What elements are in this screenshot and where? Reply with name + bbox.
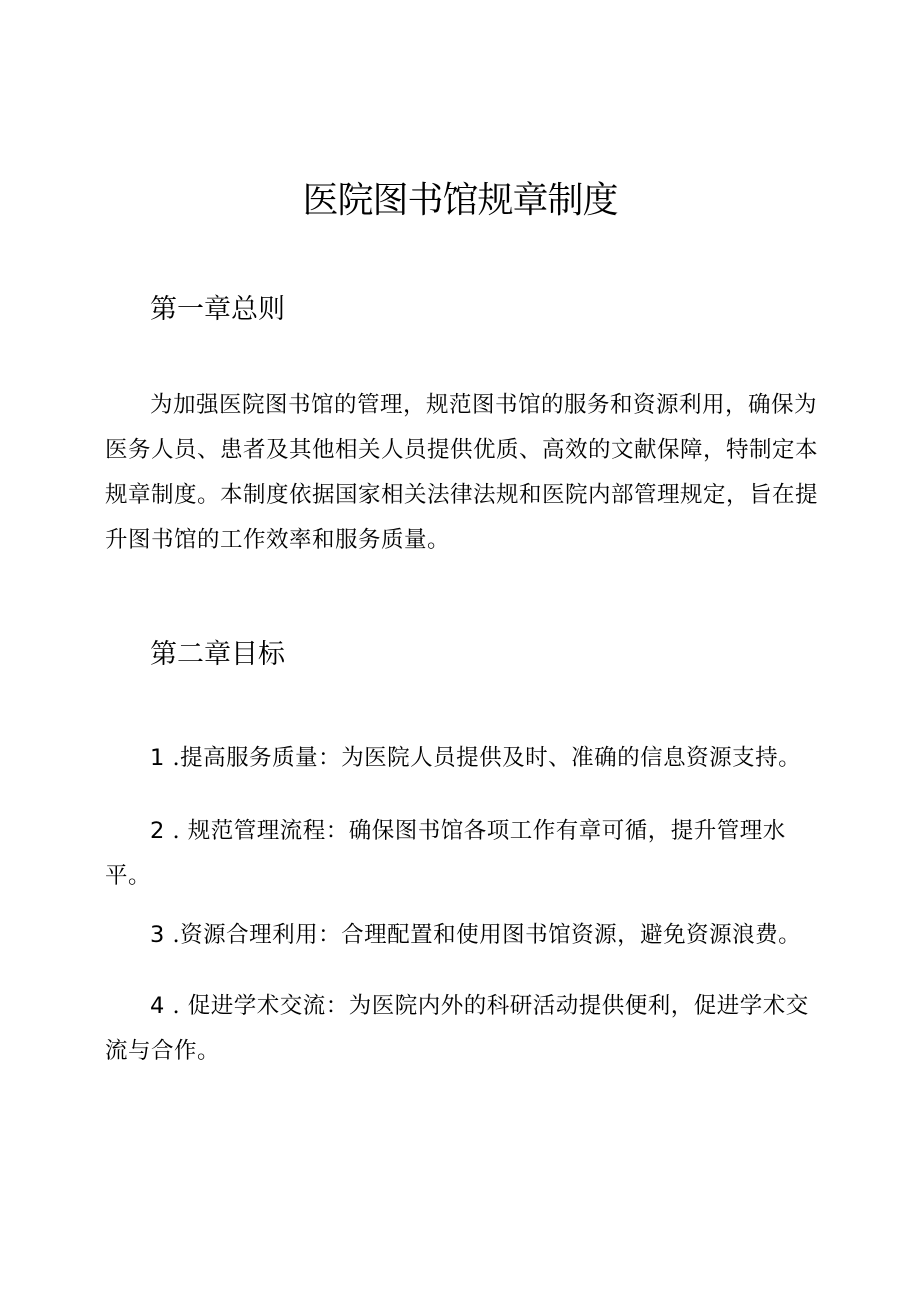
goal-item-separator: . — [164, 922, 181, 948]
document-title: 医院图书馆规章制度 — [302, 180, 618, 221]
goal-item-text: 促进学术交流：为医院内外的科研活动提供便利，促进学术交流与合作。 — [105, 993, 809, 1064]
chapter-1-paragraph: 为加强医院图书馆的管理，规范图书馆的服务和资源利用，确保为医务人员、患者及其他相关人员提供优质、高效的文献保障，特制定本规章制度。本制度依据国家相关法律法规和医院内部管理规定，旨在提升图书馆的工作效率和服务质量。 — [105, 392, 819, 553]
goal-item-number: 1 — [150, 745, 165, 771]
goal-item-text: 提高服务质量：为医院人员提供及时、准确的信息资源支持。 — [180, 745, 802, 771]
goal-item-2 — [105, 809, 820, 899]
goal-item-separator: . — [164, 745, 181, 771]
goal-item-number: 3 — [150, 922, 165, 948]
goal-item-1 — [105, 736, 820, 781]
chapter-2-heading: 第二章目标 — [150, 639, 285, 670]
goal-item-number: 2 — [150, 818, 165, 844]
goal-item-3 — [105, 913, 820, 958]
goal-item-separator: . — [164, 993, 188, 1019]
goal-item-separator: . — [164, 818, 188, 844]
chapter-1-heading: 第一章总则 — [150, 294, 285, 325]
goal-item-text: 规范管理流程：确保图书馆各项工作有章可循，提升管理水平。 — [105, 818, 786, 889]
goal-item-4 — [105, 984, 820, 1074]
goal-item-number: 4 — [150, 993, 165, 1019]
goal-item-text: 资源合理利用：合理配置和使用图书馆资源，避免资源浪费。 — [180, 922, 802, 948]
